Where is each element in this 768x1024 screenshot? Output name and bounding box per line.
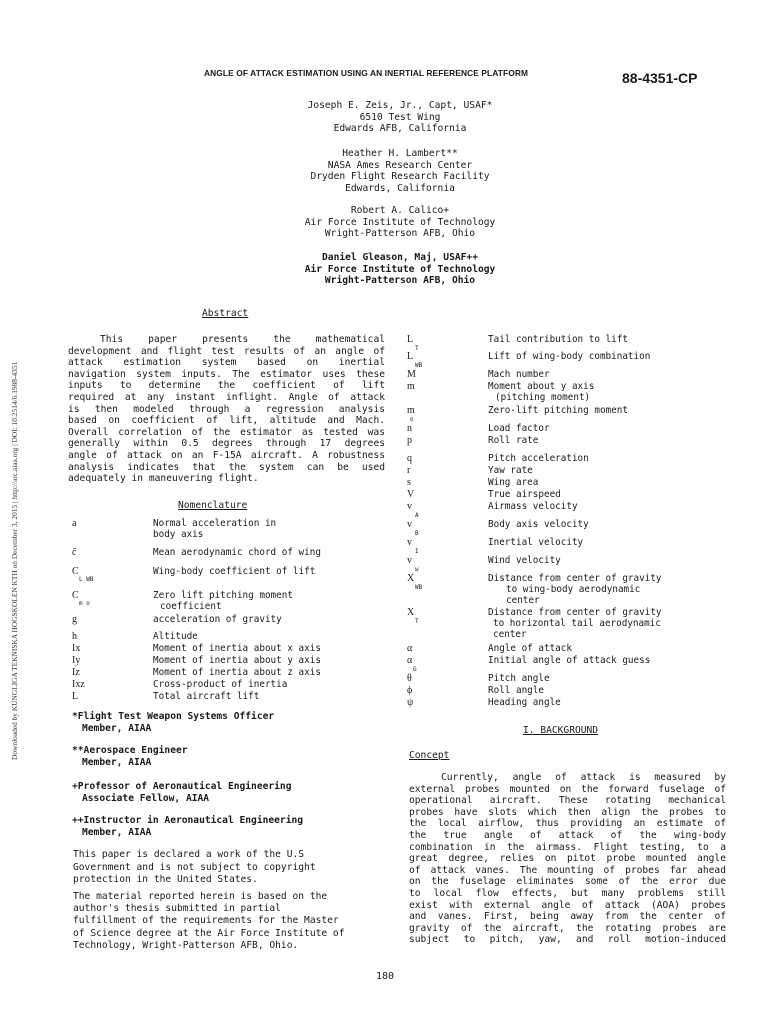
nomenclature-symbol: M xyxy=(407,369,416,380)
nomenclature-desc: Roll angle xyxy=(488,685,544,696)
nomenclature-symbol: ψ xyxy=(407,697,414,708)
sidenote-text: Downloaded by KUNGLIGA TEKNISKA HOGSKOLEN KTH on December 3, 2015 | http://arc.aiaa.org | DOI: 10.2514/6.1988-4351 xyxy=(10,361,19,760)
nomenclature-symbol: Ix xyxy=(72,643,81,654)
abstract-line: analysis indicates that the system can be used xyxy=(68,461,385,473)
abstract-line: development and flight test results of an angle of xyxy=(68,345,385,357)
nomenclature-desc: Angle of attack xyxy=(488,643,572,654)
nomenclature-desc: to wing-body aerodynamic xyxy=(506,584,641,595)
nomenclature-desc: Mach number xyxy=(488,369,550,380)
nomenclature-desc: Normal acceleration in xyxy=(153,518,277,529)
abstract-line: Overall correlation of the estimator as tested was xyxy=(68,426,385,438)
thesis-note xyxy=(73,891,344,952)
nomenclature-symbol: C xyxy=(72,590,79,601)
nomenclature-symbol: Ixz xyxy=(72,679,85,690)
nomenclature-desc: Lift of wing-body combination xyxy=(488,351,651,362)
nomenclature-desc: Pitch angle xyxy=(488,673,550,684)
body-line: the local airflow, thus providing an estimate of xyxy=(409,818,726,830)
nomenclature-heading: Nomenclature xyxy=(178,500,248,511)
author-line: Robert A. Calico+ xyxy=(350,205,450,216)
nomenclature-desc: Tail contribution to lift xyxy=(488,334,628,345)
abstract-line: angle of attack on an F-15A aircraft. A robustness xyxy=(68,449,385,461)
nomenclature-desc: Total aircraft lift xyxy=(153,691,260,702)
footnote-line: *Flight Test Weapon Systems Officer xyxy=(72,711,275,722)
abstract-line: adequately in maneuvering flight. xyxy=(68,473,259,485)
nomenclature-symbol: α xyxy=(407,643,413,654)
subsection-heading: Concept xyxy=(409,750,450,761)
abstract-line: required at any instant inflight. Angle of attack xyxy=(68,391,385,403)
nomenclature-desc: center xyxy=(506,595,540,606)
nomenclature-desc: Body axis velocity xyxy=(488,519,589,530)
footnote-line: Member, AIAA xyxy=(82,826,152,838)
nomenclature-desc: coefficient xyxy=(160,601,222,612)
abstract-heading: Abstract xyxy=(202,308,249,319)
notice-line: protection in the United States. xyxy=(73,874,258,886)
footnote-line: Member, AIAA xyxy=(82,722,152,734)
footnote-4 xyxy=(72,815,303,838)
thesis-line: author's thesis submitted in partial xyxy=(73,903,281,915)
thesis-line: Technology, Wright-Patterson AFB, Ohio. xyxy=(73,939,299,951)
body-line: great degree, relies on pitot probe mounted angle xyxy=(409,853,726,865)
notice-line: Government and is not subject to copyright xyxy=(73,861,316,873)
body-line: exist with external angle of attack (AOA) probes xyxy=(409,899,726,911)
nomenclature-subscript: T xyxy=(415,618,419,625)
footnote-3 xyxy=(72,781,292,804)
author-line: Edwards, California xyxy=(345,182,455,194)
nomenclature-desc: True airspeed xyxy=(488,489,561,500)
nomenclature-subscript: w xyxy=(415,566,419,573)
body-line: Currently, angle of attack is measured by xyxy=(441,772,726,783)
footnote-2 xyxy=(72,745,188,768)
nomenclature-symbol: p xyxy=(407,435,412,446)
nomenclature-symbol: α xyxy=(407,655,413,666)
nomenclature-symbol: V xyxy=(407,489,415,500)
author-block-4 xyxy=(280,252,520,287)
nomenclature-symbol: q xyxy=(407,453,412,464)
nomenclature-subscript: G xyxy=(413,666,417,673)
nomenclature-symbol: θ xyxy=(407,673,412,684)
author-line: Air Force Institute of Technology xyxy=(304,263,496,275)
nomenclature-desc: Inertial velocity xyxy=(488,537,584,548)
footnote-line: +Professor of Aeronautical Engineering xyxy=(72,781,292,792)
nomenclature-symbol: r xyxy=(407,465,411,476)
body-line: operational aircraft. These rotating mechanical xyxy=(409,795,726,807)
nomenclature-symbol: X xyxy=(407,607,415,618)
author-line: Heather H. Lambert** xyxy=(342,148,458,159)
nomenclature-desc: Roll rate xyxy=(488,435,539,446)
footnote-line: Member, AIAA xyxy=(82,756,152,768)
body-line: and vanes. First, being away from the center of xyxy=(409,911,726,923)
author-line: Joseph E. Zeis, Jr., Capt, USAF* xyxy=(307,100,493,111)
nomenclature-symbol: Iy xyxy=(72,655,81,666)
nomenclature-symbol: X xyxy=(407,573,415,584)
nomenclature-desc: Wing area xyxy=(488,477,539,488)
nomenclature-subscript: WB xyxy=(415,362,423,369)
paper-number: 88-4351-CP xyxy=(622,70,698,86)
nomenclature-desc: Altitude xyxy=(153,631,198,642)
body-line: to local flow effects, but many problems still xyxy=(409,887,726,899)
nomenclature-symbol: L xyxy=(72,691,79,702)
nomenclature-symbol: L xyxy=(407,334,414,345)
thesis-line: fulfillment of the requirements for the Master xyxy=(73,915,339,927)
body-line: external probes mounted on the forward fuselage of xyxy=(409,783,726,795)
nomenclature-symbol: m xyxy=(407,381,415,392)
nomenclature-desc: Moment of inertia about z axis xyxy=(153,667,321,678)
thesis-line: The material reported herein is based on the xyxy=(73,891,328,902)
nomenclature-desc: Wind velocity xyxy=(488,555,561,566)
author-block-3 xyxy=(280,205,520,240)
nomenclature-symbol: a xyxy=(72,518,77,529)
abstract-line: This paper presents the mathematical xyxy=(100,334,385,345)
nomenclature-desc: Pitch acceleration xyxy=(488,453,589,464)
nomenclature-symbol: L xyxy=(407,351,414,362)
author-line: NASA Ames Research Center xyxy=(327,159,473,171)
nomenclature-desc: Moment of inertia about x axis xyxy=(153,643,321,654)
nomenclature-desc: Yaw rate xyxy=(488,465,533,476)
abstract-line: based on coefficient of lift, altitude and Mach. xyxy=(68,415,385,427)
copyright-notice xyxy=(73,849,316,887)
body-line: combination in the airmass. Flight testing, to a xyxy=(409,841,726,853)
nomenclature-symbol: Iz xyxy=(72,667,80,678)
nomenclature-symbol: v xyxy=(407,501,412,512)
body-line: gravity of the aircraft, the rotating probes are xyxy=(409,922,726,934)
nomenclature-desc: Mean aerodynamic chord of wing xyxy=(153,547,321,558)
nomenclature-subscript: m o xyxy=(79,600,90,607)
nomenclature-subscript: A xyxy=(415,512,419,519)
page-number: 180 xyxy=(376,971,395,982)
nomenclature-desc: Airmass velocity xyxy=(488,501,578,512)
nomenclature-desc: Initial angle of attack guess xyxy=(488,655,651,666)
abstract-line: generally within 0.5 degrees through 17 degrees xyxy=(68,438,385,450)
body-line: subject to pitch, yaw, and roll motion-induced xyxy=(409,934,726,946)
nomenclature-desc: Distance from center of gravity xyxy=(488,573,662,584)
download-sidenote xyxy=(0,0,19,760)
author-line: Wright-Patterson AFB, Ohio xyxy=(324,228,476,240)
nomenclature-subscript: o xyxy=(410,416,414,423)
body-line: probes have slots which then align the probes to xyxy=(409,806,726,818)
abstract-line: attack estimation system based on inertial xyxy=(68,357,385,369)
section-body xyxy=(409,772,726,946)
footnote-line: Associate Fellow, AIAA xyxy=(82,792,210,804)
nomenclature-desc: Zero-lift pitching moment xyxy=(488,405,628,416)
nomenclature-symbol: n xyxy=(407,423,412,434)
author-block-2 xyxy=(280,148,520,194)
body-line: on the fuselage eliminates some of the error due xyxy=(409,876,726,888)
nomenclature-symbol: g xyxy=(72,614,77,625)
abstract-line: navigation system inputs. The estimator uses these xyxy=(68,368,385,380)
footnote-line: ++Instructor in Aeronautical Engineering xyxy=(72,815,304,826)
author-line: 6510 Test Wing xyxy=(359,111,441,123)
abstract-body xyxy=(68,334,385,485)
body-line: of attack vanes. The mounting of probes far ahead xyxy=(409,864,726,876)
nomenclature-desc: acceleration of gravity xyxy=(153,614,282,625)
author-line: Air Force Institute of Technology xyxy=(304,216,496,228)
nomenclature-symbol: v xyxy=(407,537,412,548)
nomenclature-subscript: L WB xyxy=(79,576,94,583)
abstract-line: is then modeled through a regression analysis xyxy=(68,403,385,415)
nomenclature-subscript: WB xyxy=(415,584,423,591)
author-line: Daniel Gleason, Maj, USAF++ xyxy=(322,252,478,263)
nomenclature-desc: Load factor xyxy=(488,423,550,434)
author-line: Wright-Patterson AFB, Ohio xyxy=(324,275,476,287)
nomenclature-symbol: v xyxy=(407,555,412,566)
body-line: the true angle of attack of the wing-body xyxy=(409,829,726,841)
nomenclature-symbol: C xyxy=(72,566,79,577)
nomenclature-desc: to horizontal tail aerodynamic xyxy=(493,618,661,629)
author-line: Dryden Flight Research Facility xyxy=(310,171,490,183)
nomenclature-desc: Zero lift pitching moment xyxy=(153,590,293,601)
nomenclature-desc: center xyxy=(493,629,527,640)
nomenclature-desc: Moment of inertia about y axis xyxy=(153,655,321,666)
nomenclature-desc: Heading angle xyxy=(488,697,561,708)
nomenclature-symbol: v xyxy=(407,519,412,530)
section-heading: I. BACKGROUND xyxy=(523,725,599,736)
nomenclature-symbol: ϕ xyxy=(407,685,413,696)
nomenclature-subscript: T xyxy=(415,345,419,352)
abstract-line: inputs to determine the coefficient of lift xyxy=(68,380,385,392)
footnote-line: **Aerospace Engineer xyxy=(72,745,188,756)
paper-title: ANGLE OF ATTACK ESTIMATION USING AN INERTIAL REFERENCE PLATFORM xyxy=(204,68,529,78)
nomenclature-symbol: h xyxy=(72,631,77,642)
nomenclature-symbol: c̄ xyxy=(72,547,77,558)
nomenclature-symbol: s xyxy=(407,477,411,488)
nomenclature-desc: (pitching moment) xyxy=(495,392,591,403)
nomenclature-subscript: I xyxy=(415,548,419,555)
nomenclature-desc: Cross-product of inertia xyxy=(153,679,288,690)
nomenclature-desc: body axis xyxy=(153,529,204,540)
nomenclature-desc: Wing-body coefficient of lift xyxy=(153,566,316,577)
nomenclature-symbol: m xyxy=(407,405,415,416)
nomenclature-desc: Moment about y axis xyxy=(488,381,595,392)
nomenclature-subscript: B xyxy=(415,530,419,537)
notice-line: This paper is declared a work of the U.S xyxy=(73,849,305,860)
footnote-1 xyxy=(72,711,274,734)
nomenclature-desc: Distance from center of gravity xyxy=(488,607,662,618)
author-block-1 xyxy=(280,100,520,135)
thesis-line: of Science degree at the Air Force Institute of xyxy=(73,927,345,939)
author-line: Edwards AFB, California xyxy=(333,123,467,135)
